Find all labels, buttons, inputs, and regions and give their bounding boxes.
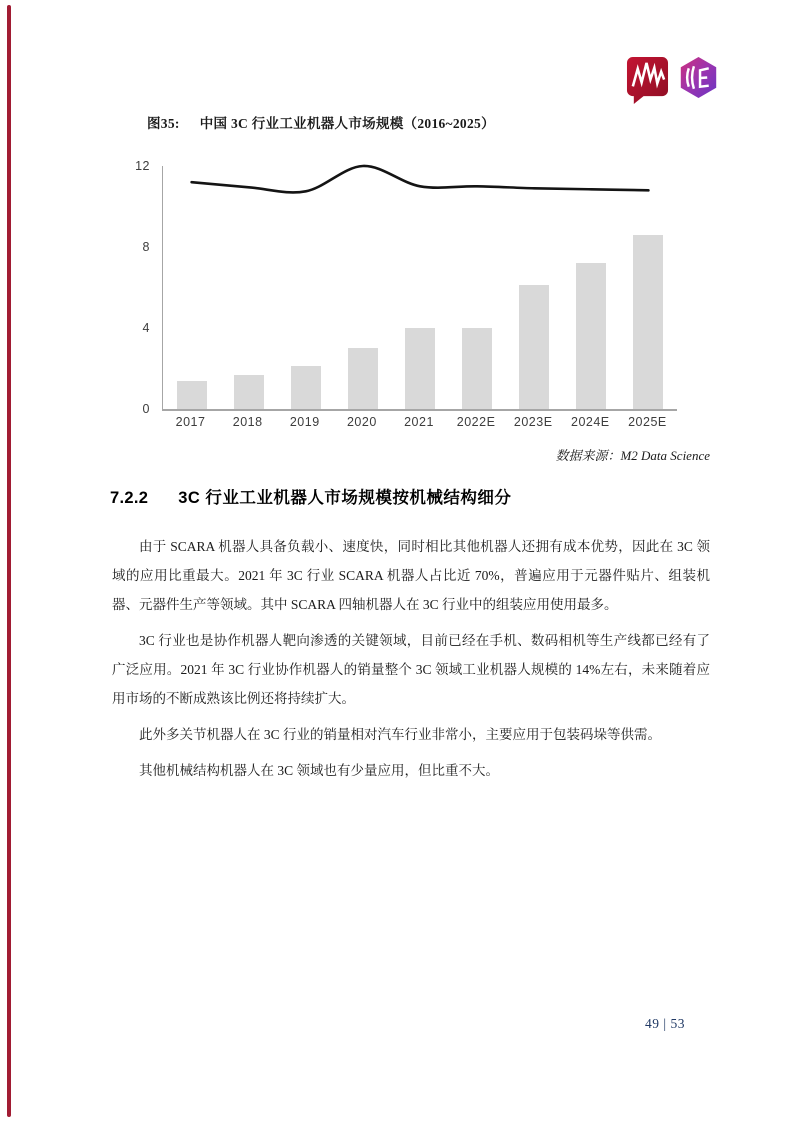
left-margin-rule <box>7 5 11 1117</box>
x-tick-2022E: 2022E <box>456 415 496 429</box>
data-source-value: M2 Data Science <box>620 448 710 463</box>
section-heading <box>110 484 511 508</box>
figure-title-text: 中国 3C 行业工业机器人市场规模（2016~2025） <box>199 116 495 131</box>
x-tick-2017: 2017 <box>175 415 206 429</box>
x-tick-2018: 2018 <box>232 415 263 429</box>
x-tick-2019: 2019 <box>289 415 320 429</box>
data-source-line <box>555 445 710 464</box>
figure-number: 图35: <box>147 116 180 131</box>
y-tick-12: 12 <box>135 159 150 173</box>
x-tick-2021: 2021 <box>404 415 434 429</box>
section-number: 7.2.2 <box>110 489 149 507</box>
y-tick-4: 4 <box>142 321 150 335</box>
page-number: 49 | 53 <box>645 1016 685 1031</box>
market-size-chart <box>132 160 694 432</box>
chart-plot <box>162 166 677 411</box>
x-tick-2020: 2020 <box>346 415 377 429</box>
section-title: 3C 行业工业机器人市场规模按机械结构细分 <box>178 489 512 507</box>
paragraph: 由于 SCARA 机器人具备负载小、速度快，同时相比其他机器人还拥有成本优势，因此在 3C 领域的应用比重最大。2021 年 3C 行业 SCARA 机器人占比近 70%，普遍应用于元器件贴片、组装机器、元器件生产等领域。其中 SCARA 四轴机器人在 3C 行业中的组装应用使用最多。 <box>112 539 710 612</box>
data-source-label: 数据来源： <box>555 448 621 463</box>
x-tick-2023E: 2023E <box>513 415 553 429</box>
x-tick-2024E: 2024E <box>571 415 610 429</box>
paragraph: 此外多关节机器人在 3C 行业的销量相对汽车行业非常小，主要应用于包装码垛等供需。 <box>139 727 662 742</box>
trend-line <box>163 166 677 409</box>
speech-bubble-pulse-icon <box>626 56 669 105</box>
x-tick-2025E: 2025E <box>628 415 667 429</box>
paragraph: 3C 行业也是协作机器人靶向渗透的关键领域，目前已经在手机、数码相机等生产线都已经有了广泛应用。2021 年 3C 行业协作机器人的销量整个 3C 领域工业机器人规模的 14%左右，未来随着应用市场的不断成熟该比例还将持续扩大。 <box>112 633 710 706</box>
paragraph: 其他机械结构机器人在 3C 领域也有少量应用，但比重不大。 <box>139 763 500 778</box>
y-tick-0: 0 <box>142 402 150 416</box>
brand-logos <box>626 56 721 106</box>
y-tick-8: 8 <box>142 240 150 254</box>
figure-caption <box>147 112 495 132</box>
body-text <box>112 532 710 792</box>
isometric-cube-icon <box>677 56 720 99</box>
